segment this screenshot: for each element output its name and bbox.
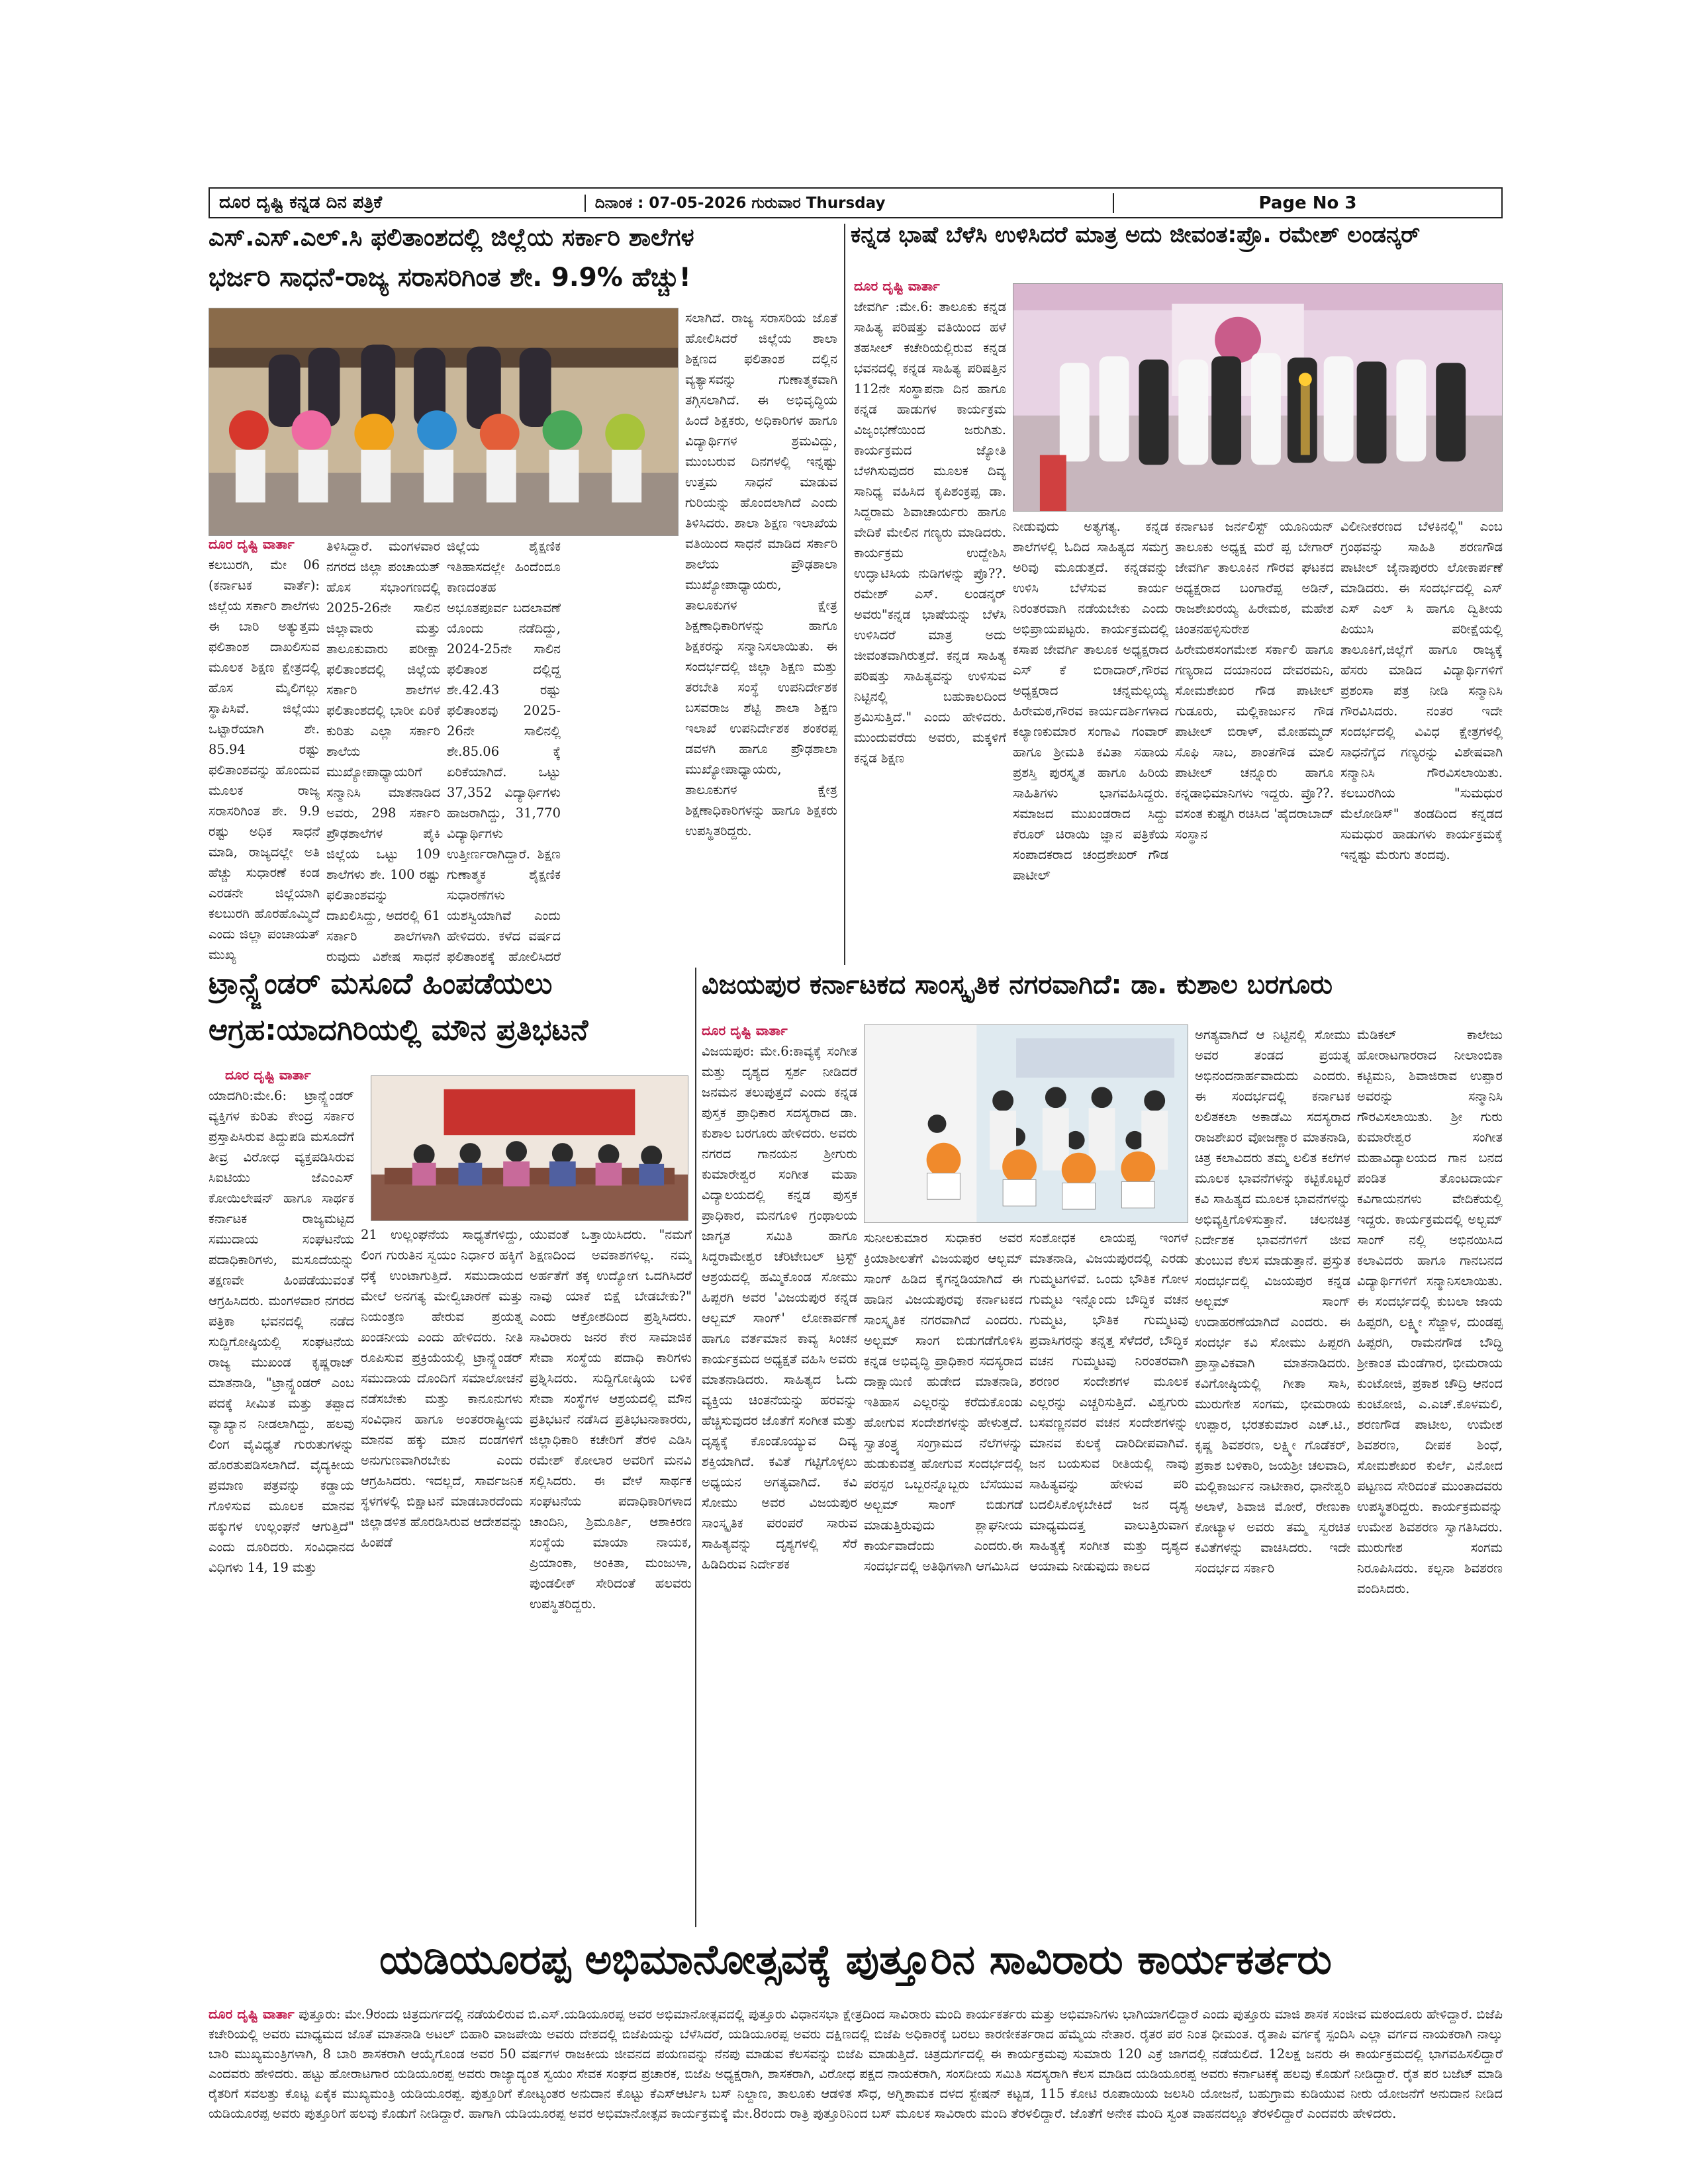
story2-headline: ಕನ್ನಡ ಭಾಷೆ ಬೆಳೆಸಿ ಉಳಿಸಿದರೆ ಮಾತ್ರ ಅದು ಜೀವಂತ:ಪ್ರೊ. ರಮೇಶ್ ಲಂಡನ್ಕರ್ — [851, 222, 1421, 248]
press-meet-photo — [371, 1075, 688, 1221]
story3-column-3: ಯುವಂತೆ ಒತ್ತಾಯಿಸಿದರು. "ನಮಗೆ ಶಿಕ್ಷಣದಿಂದ ಅವಕಾಶಗಳಿಲ್ಲ. ನಮ್ಮ ಅರ್ಹತೆಗೆ ತಕ್ಕ ಉದ್ಯೋಗ ಒದಗಿಸಿದರೆ ನಾವು ಯಾಕೆ ಬಿಕ್ಷೆ ಬೇಡಬೇಕು?" ಎಂದು ಆಕ್ರೋಶದಿಂದ ಪ್ರಶ್ನಿಸಿದರು. ಸಾವಿರಾರು ಜನರ ಕೇರ ಸಾಮಾಜಿಕ ಸೇವಾ ಸಂಸ್ಥೆಯ ಪದಾಧಿ ಕಾರಿಗಳು ಪ್ರಶ್ನಿಸಿದರು. ಸುದ್ದಿಗೋಷ್ಠಿಯ ಬಳಿಕ ಸೇವಾ ಸಂಸ್ಥೆಗಳ ಆಶ್ರಯದಲ್ಲಿ ಮೌನ ಪ್ರತಿಭಟನೆ ನಡೆಸಿದ ಪ್ರತಿಭಟನಾಕಾರರು, ಜಿಲ್ಲಾಧಿಕಾರಿ ಕಚೇರಿಗೆ ತೆರಳಿ ಎಡಿಸಿ ರಮೇಶ್ ಕೋಲಾರ ಅವರಿಗೆ ಮನವಿ ಸಲ್ಲಿಸಿದರು. ಈ ವೇಳೆ ಸಾರ್ಥಕ ಸಂಘಟನೆಯ ಪದಾಧಿಕಾರಿಗಳಾದ ಚಾಂದಿನಿ, ಶ್ರಿಮೂರ್ತಿ, ಆಶಾಕಿರಣ ಸಂಸ್ಥೆಯ ಮಾಯಾ ನಾಯಕ, ಪ್ರಿಯಾಂಕಾ, ಅಂಕಿತಾ, ಮಂಜುಳಾ, ಪುಂಡಲೀಕ್ ಸೇರಿದಂತೆ ಹಲವರು ಉಪಸ್ಥಿತರಿದ್ದರು. — [530, 1227, 692, 1612]
story3-byline: ದೂರ ದೃಷ್ಟಿ ವಾರ್ತಾ — [225, 1067, 311, 1083]
story4-byline: ದೂರ ದೃಷ್ಟಿ ವಾರ್ತಾ — [702, 1023, 788, 1038]
story2-column-4: ವಿಲೀನೀಕರಣದ ಬೆಳಕಿನಲ್ಲಿ" ಎಂಬ ಗ್ರಂಥವನ್ನು ಸಾಹಿತಿ ಶರಣಗೌಡ ಪಾಟೀಲ್ ಜೈನಾಪುರರು ಲೋಕಾರ್ಪಣೆ ಮಾಡಿದರು. ಈ ಸಂದರ್ಭದಲ್ಲಿ ಎಸ್ ಎಸ್ ಎಲ್ ಸಿ ಹಾಗೂ ದ್ವಿತೀಯ ಪಿಯುಸಿ ಪರೀಕ್ಷೆಯಲ್ಲಿ ತಾಲೂಕಿಗೆ,ಜಿಲ್ಲೆಗೆ ಹಾಗೂ ರಾಜ್ಯಕ್ಕೆ ಹೆಸರು ಮಾಡಿದ ವಿದ್ಯಾರ್ಥಿಗಳಿಗೆ ಪ್ರಶಂಸಾ ಪತ್ರ ನೀಡಿ ಸನ್ಮಾನಿಸಿ ಗೌರವಿಸಿದರು. ನಂತರ ಇದೇ ಸಂದರ್ಭದಲ್ಲಿ ವಿವಿಧ ಕ್ಷೇತ್ರಗಳಲ್ಲಿ ಸಾಧನೆಗೈದ ಗಣ್ಯರನ್ನು ವಿಶೇಷವಾಗಿ ಸನ್ಮಾನಿಸಿ ಗೌರವಿಸಲಾಯಿತು. ಕಲಬುರಗಿಯ "ಸುಮಧುರ ಮೆಲೋಡಿಸ್" ತಂಡದಿಂದ ಕನ್ನಡದ ಸುಮಧುರ ಹಾಡುಗಳು ಕಾರ್ಯಕ್ರಮಕ್ಕೆ ಇನ್ನಷ್ಟು ಮೆರುಗು ತಂದವು. — [1340, 519, 1503, 862]
story4-column-2: ಸುನೀಲಕುಮಾರ ಸುಧಾಕರ ಅವರ ಕ್ರಿಯಾಶೀಲತೆಗೆ ವಿಜಯಪುರ ಆಲ್ಬಮ್ ಸಾಂಗ್ ಹಿಡಿದ ಕೈಗನ್ನಡಿಯಾಗಿದೆ ಈ ಹಾಡಿನ ವಿಜಯಪುರವು ಕರ್ನಾಟಕದ ಸಾಂಸ್ಕೃತಿಕ ನಗರವಾಗಿದೆ ಎಂದರು. ಅಲ್ಬಮ್ ಸಾಂಗ ಬಿಡುಗಡೆಗೊಳಿಸಿ ಕನ್ನಡ ಅಭಿವೃದ್ಧಿ ಪ್ರಾಧಿಕಾರ ಸದಸ್ಯರಾದ ದಾಕ್ಷಾಯಿಣಿ ಹುಡೇದ ಮಾತನಾಡಿ, ಇತಿಹಾಸ ಎಲ್ಲರನ್ನು ಕರೆದುಕೊಂಡು ಹೋಗುವ ಸಂದೇಶಗಳನ್ನು ಹೇಳುತ್ತದೆ. ಸ್ವಾತಂತ್ರ್ಯ ಸಂಗ್ರಾಮದ ನೆಲೆಗಳನ್ನು ಹುಡುಕುವತ್ತ ಹೋಗುವ ಸಂದರ್ಭದಲ್ಲಿ ಪರಸ್ಪರ ಒಬ್ಬರನ್ನೊಬ್ಬರು ಬೆಸೆಯುವ ಅಲ್ಬಮ್ ಸಾಂಗ್ ಬಿಡುಗಡೆ ಮಾಡುತ್ತಿರುವುದು ಶ್ಲಾಘನೀಯ ಕಾರ್ಯವಾದೆಂದು ಎಂದರು.ಈ ಸಂದರ್ಭದಲ್ಲಿ ಅತಿಥಿಗಳಾಗಿ ಆಗಮಿಸಿದ — [864, 1230, 1023, 1574]
lamp-lighting-ceremony-photo — [1013, 283, 1503, 512]
story4-column-4: ಅಗತ್ಯವಾಗಿದೆ ಆ ನಿಟ್ಟಿನಲ್ಲಿ ಸೋಮು ಅವರ ತಂಡದ ಪ್ರಯತ್ನ ಅಭಿನಂದನಾರ್ಹವಾದುದು ಎಂದರು. ಈ ಸಂದರ್ಭದಲ್ಲಿ ಕರ್ನಾಟಕ ಲಲಿತಕಲಾ ಅಕಾಡೆಮಿ ಸದಸ್ಯರಾದ ರಾಜಶೇಖರ ವೋಜಣ್ಣಾರ ಮಾತನಾಡಿ, ಚಿತ್ರ ಕಲಾವಿದರು ತಮ್ಮ ಲಲಿತ ಕಲೆಗಳ ಮೂಲಕ ಭಾವನೆಗಳನ್ನು ಕಟ್ಟಿಕೊಟ್ಟರೆ ಕವಿ ಸಾಹಿತ್ಯದ ಮೂಲಕ ಭಾವನೆಗಳನ್ನು ಅಭಿವ್ಯಕ್ತಿಗೊಳಿಸುತ್ತಾನೆ. ಚಲನಚಿತ್ರ ನಿರ್ದೇಶಕ ಭಾವನೆಗಳಿಗೆ ಜೀವ ತುಂಬುವ ಕೆಲಸ ಮಾಡುತ್ತಾನೆ. ಪ್ರಸ್ತುತ ಸಂದರ್ಭದಲ್ಲಿ ವಿಜಯಪುರ ಕನ್ನಡ ಅಲ್ಬಮ್ ಸಾಂಗ್ ಉದಾಹರಣೆಯಾಗಿದೆ ಎಂದರು. ಈ ಸಂದರ್ಭ ಕವಿ ಸೋಮು ಹಿಪ್ಪರಗಿ ಪ್ರಾಸ್ತಾವಿಕವಾಗಿ ಮಾತನಾಡಿದರು. ಕವಿಗೋಷ್ಠಿಯಲ್ಲಿ ಗೀತಾ ಸಾಸಿ, ಮುರುಗೇಶ ಸಂಗಮ, ಭೀಮರಾಯ ಉಪ್ಪಾರ, ಭರತಕುಮಾರ ಎಚ್.ಟಿ., ಕೃಷ್ಣ ಶಿವಶರಣ, ಲಕ್ಷ್ಮೀ ಗೊಡೆಕರ್, ಪ್ರಕಾಶ ಬಳಿಕಾರಿ, ಜಯಶ್ರೀ ಚಲವಾದಿ, ಮಲ್ಲಿಕಾರ್ಜುನ ನಾಟೀಕಾರ, ಧಾನೇಶ್ವರಿ ಅಲಾಳೆ, ಶಿವಾಜಿ ಮೋರೆ, ರೇಣುಕಾ ಕೋಟ್ಯಾಳ ಅವರು ತಮ್ಮ ಸ್ವರಚಿತ ಕವಿತೆಗಳನ್ನು ವಾಚಿಸಿದರು. ಇದೇ ಸಂದರ್ಭದ ಸರ್ಕಾರಿ — [1195, 1027, 1350, 1576]
story3-column-2: 21 ಉಲ್ಲಂಘನೆಯ ಸಾಧ್ಯತೆಗಳಿದ್ದು, ಲಿಂಗ ಗುರುತಿನ ಸ್ವಯಂ ನಿರ್ಧಾರ ಹಕ್ಕಿಗೆ ಧಕ್ಕೆ ಉಂಟಾಗುತ್ತಿದೆ. ಸಮುದಾಯದ ಮೇಲೆ ಅನಗತ್ಯ ಮೇಲ್ವಿಚಾರಣೆ ಮತ್ತು ನಿಯಂತ್ರಣ ಹೇರುವ ಪ್ರಯತ್ನ ಖಂಡನೀಯ ಎಂದು ಹೇಳಿದರು. ನೀತಿ ರೂಪಿಸುವ ಪ್ರಕ್ರಿಯೆಯಲ್ಲಿ ಟ್ರಾನ್ಸ್ಜೆಂಡರ್ ಸಮುದಾಯ ದೊಂದಿಗೆ ಸಮಾಲೋಚನೆ ನಡೆಸಬೇಕು ಮತ್ತು ಕಾನೂನುಗಳು ಸಂವಿಧಾನ ಹಾಗೂ ಅಂತರರಾಷ್ಟ್ರೀಯ ಮಾನವ ಹಕ್ಕು ಮಾನ ದಂಡಗಳಿಗೆ ಅನುಗುಣವಾಗಿರಬೇಕು ಎಂದು ಆಗ್ರಹಿಸಿದರು. ಇದಲ್ಲದೆ, ಸಾರ್ವಜನಿಕ ಸ್ಥಳಗಳಲ್ಲಿ ಬಿಕ್ಷಾಟನೆ ಮಾಡಬಾರದೆಂದು ಜಿಲ್ಲಾಡಳಿತ ಹೊರಡಿಸಿರುವ ಆದೇಶವನ್ನು ಹಿಂಪಡೆ — [361, 1227, 523, 1550]
story1-column-2: ತಿಳಿಸಿದ್ದಾರೆ. ಮಂಗಳವಾರ ನಗರದ ಜಿಲ್ಲಾ ಪಂಚಾಯತ್ ಹೊಸ ಸಭಾಂಗಣದಲ್ಲಿ 2025-26ನೇ ಸಾಲಿನ ಜಿಲ್ಲಾವಾರು ಮತ್ತು ತಾಲೂಕುವಾರು ಪರೀಕ್ಷಾ ಫಲಿತಾಂಶದಲ್ಲಿ ಜಿಲ್ಲೆಯ ಸರ್ಕಾರಿ ಶಾಲೆಗಳ ಫಲಿತಾಂಶದಲ್ಲಿ ಭಾರೀ ಏರಿಕೆ ಕುರಿತು ಎಲ್ಲಾ ಸರ್ಕಾರಿ ಶಾಲೆಯ ಮುಖ್ಯೋಪಾಧ್ಯಾಯರಿಗೆ ಸನ್ಮಾನಿಸಿ ಮಾತನಾಡಿದ ಅವರು, 298 ಸರ್ಕಾರಿ ಪ್ರೌಢಶಾಲೆಗಳ ಪೈಕಿ ಜಿಲ್ಲೆಯ ಒಟ್ಟು 109 ಶಾಲೆಗಳು ಶೇ. 100 ರಷ್ಟು ಫಲಿತಾಂಶವನ್ನು ದಾಖಲಿಸಿದ್ದು, ಅದರಲ್ಲಿ 61 ಸರ್ಕಾರಿ ಶಾಲೆಗಳಾಗಿ ರುವುದು ವಿಶೇಷ ಸಾಧನೆ — [326, 539, 440, 964]
story5-headline: ಯಡಿಯೂರಪ್ಪ ಅಭಿಮಾನೋತ್ಸವಕ್ಕೆ ಪುತ್ತೂರಿನ ಸಾವಿರಾರು ಕಾರ್ಯಕರ್ತರು — [379, 1936, 1332, 1983]
paper-name: ದೂರ ದೃಷ್ಟಿ ಕನ್ನಡ ದಿನ ಪತ್ರಿಕೆ — [219, 193, 383, 212]
story2-byline: ದೂರ ದೃಷ್ಟಿ ವಾರ್ತಾ — [854, 278, 940, 294]
story3-headline-line1: ಟ್ರಾನ್ಸ್ಜೆಂಡರ್ ಮಸೂದೆ ಹಿಂಪಡೆಯಲು — [209, 968, 553, 1001]
story5-text: ಪುತ್ತೂರು: ಮೇ.9ರಂದು ಚಿತ್ರದುರ್ಗದಲ್ಲಿ ನಡೆಯಲಿರುವ ಬಿ.ಎಸ್.ಯಡಿಯೂರಪ್ಪ ಅವರ ಅಭಿಮಾನೋತ್ಸವದಲ್ಲಿ ಪುತ್ತೂರು ವಿಧಾನಸಭಾ ಕ್ಷೇತ್ರದಿಂದ ಸಾವಿರಾರು ಮಂದಿ ಕಾರ್ಯಕರ್ತರು ಮತ್ತು ಅಭಿಮಾನಿಗಳು ಭಾಗಿಯಾಗಲಿದ್ದಾರೆ ಎಂದು ಪುತ್ತೂರು ಮಾಜಿ ಶಾಸಕ ಸಂಜೀವ ಮಠಂದೂರು ಹೇಳಿದ್ದಾರೆ. ಬಿಜೆಪಿ ಕಚೇರಿಯಲ್ಲಿ ಅವರು ಮಾಧ್ಯಮದ ಜೊತೆ ಮಾತನಾಡಿ ಅಟಲ್ ಬಿಹಾರಿ ವಾಜಪೇಯಿ ಅವರು ದೇಶದಲ್ಲಿ ಬಿಜೆಪಿಯನ್ನು ಬೆಳೆಸಿದರೆ, ಯಡಿಯೂರಪ್ಪ ಅವರು ದಕ್ಷಿಣದಲ್ಲಿ ಬಿಜೆಪಿ ಅಧಿಕಾರಕ್ಕೆ ಬರಲು ಕಾರಣೀಕರ್ತರಾದ ಹೆಮ್ಮೆಯ ನೇತಾರ. ರೈತರ ಪರ ನಿಂತ ಧೀಮಂತ. ರೈತಾಪಿ ವರ್ಗಕ್ಕೆ ಸ್ಪಂದಿಸಿ ಎಲ್ಲಾ ವರ್ಗದ ನಾಯಕರಾಗಿ ನಾಲ್ಕು ಬಾರಿ ಮುಖ್ಯಮಂತ್ರಿಗಳಾಗಿ, 8 ಬಾರಿ ಶಾಸಕರಾಗಿ ಆಯ್ಕೆಗೊಂಡ ಅವರ 50 ವರ್ಷಗಳ ರಾಜಕೀಯ ಜೀವನದ ಪಯಣವನ್ನು ನೆನಪು ಮಾಡುವ ಕೆಲಸವನ್ನು ಬಿಜೆಪಿ ಮಾಡುತ್ತಿದೆ. ಚಿತ್ರದುರ್ಗದಲ್ಲಿ ಈ ಕಾರ್ಯಕ್ರಮವು ಸುಮಾರು 120 ಎಕ್ರೆ ಜಾಗದಲ್ಲಿ ನಡೆಯಲಿದೆ. 12ಲಕ್ಷ ಜನರು ಈ ಕಾರ್ಯಕ್ರಮದಲ್ಲಿ ಭಾಗವಹಿಸಲಿದ್ದಾರೆ ಎಂದವರು ಹೇಳಿದರು. ಹಟ್ಟು ಹೋರಾಟಗಾರ ಯಡಿಯೂರಪ್ಪ ಅವರು ರಾಜ್ಯಾದ್ಯಂತ ಸ್ವಯಂ ಸೇವಕ ಸಂಘದ ಪ್ರಚಾರಕ, ಬಿಜೆಪಿ ಅಧ್ಯಕ್ಷರಾಗಿ, ಶಾಸಕರಾಗಿ, ವಿರೋಧ ಪಕ್ಷದ ನಾಯಕರಾಗಿ, ಸಂಸದೀಯ ಸಮಿತಿ ಸದಸ್ಯರಾಗಿ ಕೆಲಸ ಮಾಡಿದ ಯಡಿಯೂರಪ್ಪ ಅವರು ಕರ್ನಾಟಕಕ್ಕೆ ಹಲವು ಕೊಡುಗೆ ನೀಡಿದ್ದಾರೆ. ರೈತ ಪರ ಬಜೆಟ್ ಮಾಡಿ ರೈತರಿಗೆ ಸವಲತ್ತು ಕೊಟ್ಟ ಏಕೈಕ ಮುಖ್ಯಮಂತ್ರಿ ಯಡಿಯೂರಪ್ಪ. ಪುತ್ತೂರಿಗೆ ಕೋಟ್ಯಂತರ ಅನುದಾನ ಕೊಟ್ಟು ಕೆಎಸ್ಆರ್ಟಿಸಿ ಬಸ್ ನಿಲ್ದಾಣ, ತಾಲೂಕು ಆಡಳಿತ ಸೌಧ, ಅಗ್ನಿಶಾಮಕ ದಳದ ಸ್ಟೇಷನ್ ಕಟ್ಟಡ, 115 ಕೋಟಿ ರೂಪಾಯಿಯ ಜಲಸಿರಿ ಯೋಜನೆ, ಬಹುಗ್ರಾಮ ಕುಡಿಯುವ ನೀರು ಯೋಜನೆಗೆ ಅನುದಾನ ನೀಡಿದ ಯಡಿಯೂರಪ್ಪ ಅವರು ಪುತ್ತೂರಿಗೆ ಹಲವು ಕೊಡುಗೆ ನೀಡಿದ್ದಾರೆ. ಹಾಗಾಗಿ ಯಡಿಯೂರಪ್ಪ ಅವರ ಅಭಿಮಾನೋತ್ಸವ ಕಾರ್ಯಕ್ರಮಕ್ಕೆ ಮೇ.8ರಂದು ರಾತ್ರಿ ಪುತ್ತೂರಿನಿಂದ ಬಸ್ ಮೂಲಕ ಸಾವಿರಾರು ಮಂದಿ ತೆರಳಲಿದ್ದಾರೆ. ಜೊತೆಗೆ ಅನೇಕ ಮಂದಿ ಸ್ವಂತ ವಾಹನದಲ್ಲೂ ತೆರಳಲಿದ್ದಾರೆ ಎಂದವರು ಹೇಳಿದರು. — [209, 2007, 1503, 2121]
page-header — [209, 187, 1503, 218]
story4-column-1: ವಿಜಯಪುರ: ಮೇ.6:ಕಾವ್ಯಕ್ಕೆ ಸಂಗೀತ ಮತ್ತು ದೃಶ್ಯದ ಸ್ಪರ್ಶ ನೀಡಿದರೆ ಜನಮನ ತಲುಪುತ್ತದೆ ಎಂದು ಕನ್ನಡ ಪುಸ್ತಕ ಪ್ರಾಧಿಕಾರ ಸದಸ್ಯರಾದ ಡಾ. ಕುಶಾಲ ಬರಗೂರು ಹೇಳಿದರು. ಅವರು ನಗರದ ಗಾನಯನ ಶ್ರೀಗುರು ಕುಮಾರೇಶ್ವರ ಸಂಗೀತ ಮಹಾ ವಿದ್ಯಾಲಯದಲ್ಲಿ ಕನ್ನಡ ಪುಸ್ತಕ ಪ್ರಾಧಿಕಾರ, ಮನಗೂಳಿ ಗ್ರಂಥಾಲಯ ಜಾಗೃತ ಸಮಿತಿ ಹಾಗೂ ಸಿದ್ಧರಾಮೇಶ್ವರ ಚೆರಿಟೇಬಲ್ ಟ್ರಸ್ಟ್ ಆಶ್ರಯದಲ್ಲಿ ಹಮ್ಮಿಕೊಂಡ ಸೋಮು ಹಿಪ್ಪರಗಿ ಅವರ 'ವಿಜಯಪುರ ಕನ್ನಡ ಆಲ್ಬಮ್ ಸಾಂಗ್' ಲೋಕಾರ್ಪಣೆ ಹಾಗೂ ವರ್ತಮಾನ ಕಾವ್ಯ ಸಿಂಚನ ಕಾರ್ಯಕ್ರಮದ ಅಧ್ಯಕ್ಷತೆ ವಹಿಸಿ ಅವರು ಮಾತನಾಡಿದರು. ಸಾಹಿತ್ಯದ ಓದು ವ್ಯಕ್ತಿಯ ಚಿಂತನೆಯನ್ನು ಹರವನ್ನು ಹೆಚ್ಚಿಸುವುದರ ಜೊತೆಗೆ ಸಂಗೀತ ಮತ್ತು ದೃಶ್ಯಕ್ಕೆ ಕೊಂಡೊಯ್ಯುವ ದಿವ್ಯ ಶಕ್ತಿಯಾಗಿದೆ. ಕವಿತೆ ಗಟ್ಟಿಗೊಳ್ಳಲು ಅಧ್ಯಯನ ಅಗತ್ಯವಾಗಿದೆ. ಕವಿ ಸೋಮು ಅವರ ವಿಜಯಪುರ ಸಾಂಸ್ಕೃತಿಕ ಪರಂಪರೆ ಸಾರುವ ಸಾಹಿತ್ಯವನ್ನು ದೃಶ್ಯಗಳಲ್ಲಿ ಸೆರೆ ಹಿಡಿದಿರುವ ನಿರ್ದೇಶಕ — [702, 1044, 857, 1572]
album-release-photo — [864, 1024, 1188, 1223]
story1-headline-line2: ಭರ್ಜರಿ ಸಾಧನೆ-ರಾಜ್ಯ ಸರಾಸರಿಗಿಂತ ಶೇ. 9.9% ಹೆಚ್ಚು! — [209, 263, 691, 293]
felicitation-group-photo — [209, 308, 679, 536]
page-number: Page No 3 — [1113, 193, 1501, 213]
story4-column-3: ಸಂಶೋಧಕ ಲಾಯಪ್ಪ ಇಂಗಳೆ ಮಾತನಾಡಿ, ವಿಜಯಪುರದಲ್ಲಿ ಎರಡು ಗುಮ್ಮಟಗಳಿವೆ. ಒಂದು ಭೌತಿಕ ಗೋಳ ಗುಮ್ಮಟ ಇನ್ನೊಂದು ಬೌದ್ಧಿಕ ವಚನ ಗುಮ್ಮಟ, ಭೌತಿಕ ಗುಮ್ಮಟವು ಪ್ರವಾಸಿಗರನ್ನು ತನ್ನತ್ತ ಸೆಳೆದರೆ, ಬೌದ್ಧಿಕ ವಚನ ಗುಮ್ಮಟವು ನಿರಂತರವಾಗಿ ಶರಣರ ಸಂದೇಶಗಳ ಮೂಲಕ ಎಲ್ಲರನ್ನು ಎಚ್ಚರಿಸುತ್ತಿದೆ. ವಿಶ್ವಗುರು ಬಸವಣ್ಣನವರ ವಚನ ಸಂದೇಶಗಳನ್ನು ಮಾನವ ಕುಲಕ್ಕೆ ದಾರಿದೀಪವಾಗಿವೆ. ಜನ ಬಯಸುವ ರೀತಿಯಲ್ಲಿ ನಾವು ಸಾಹಿತ್ಯವನ್ನು ಹೇಳುವ ಪರಿ ಬದಲಿಸಿಕೊಳ್ಳಬೇಕಿದೆ ಜನ ದೃಶ್ಯ ಮಾಧ್ಯಮದತ್ತ ವಾಲುತ್ತಿರುವಾಗ ಸಾಹಿತ್ಯಕ್ಕೆ ಸಂಗೀತ ಮತ್ತು ದೃಶ್ಯದ ಆಯಾಮ ನೀಡುವುದು ಕಾಲದ — [1029, 1230, 1188, 1574]
story1-byline: ದೂರ ದೃಷ್ಟಿ ವಾರ್ತಾ — [209, 536, 295, 552]
issue-date: ದಿನಾಂಕ : 07-05-2026 ಗುರುವಾರ Thursday — [585, 195, 1113, 212]
story4-headline: ವಿಜಯಪುರ ಕರ್ನಾಟಕದ ಸಾಂಸ್ಕೃತಿಕ ನಗರವಾಗಿದೆ: ಡಾ. ಕುಶಾಲ ಬರಗೂರು — [702, 970, 1333, 1000]
story5-body — [209, 2004, 1503, 2143]
story2-column-2: ನೀಡುವುದು ಅತ್ಯಗತ್ಯ. ಕನ್ನಡ ಶಾಲೆಗಳಲ್ಲಿ ಓದಿದ ಸಾಹಿತ್ಯದ ಸಮಗ್ರ ಅರಿವು ಮೂಡುತ್ತದೆ. ಕನ್ನಡವನ್ನು ಉಳಿಸಿ ಬೆಳೆಸುವ ಕಾರ್ಯ ನಿರಂತರವಾಗಿ ನಡೆಯಬೇಕು ಎಂದು ಅಭಿಪ್ರಾಯಪಟ್ಟರು. ಕಾರ್ಯಕ್ರಮದಲ್ಲಿ ಕಸಾಪ ಜೇವರ್ಗಿ ತಾಲೂಕ ಅಧ್ಯಕ್ಷರಾದ ಎಸ್ ಕೆ ಬಿರಾದಾರ್,ಗೌರವ ಅಧ್ಯಕ್ಷರಾದ ಚನ್ನಮಲ್ಲಯ್ಯ ಹಿರೇಮಠ,ಗೌರವ ಕಾರ್ಯದರ್ಶಿಗಳಾದ ಕಲ್ಯಾಣಕುಮಾರ ಸಂಗಾವಿ ಗಂವಾರ್ ಹಾಗೂ ಶ್ರೀಮತಿ ಕವಿತಾ ಸಹಾಯ ಪ್ರಶಸ್ತಿ ಪುರಸ್ಕೃತ ಹಾಗೂ ಹಿರಿಯ ಸಾಹಿತಿಗಳು ಭಾಗವಹಿಸಿದ್ದರು. ಸಮಾಜದ ಮುಖಂಡರಾದ ಸಿದ್ದು ಕೆರೂರ್ ಚಿರಾಯಿ ಜ್ಞಾನ ಪತ್ರಿಕೆಯ ಸಂಪಾದಕರಾದ ಚಂದ್ರಶೇಖರ್ ಗೌಡ ಪಾಟೀಲ್ — [1013, 519, 1168, 883]
story1-headline-line1: ಎಸ್.ಎಸ್.ಎಲ್.ಸಿ ಫಲಿತಾಂಶದಲ್ಲಿ ಜಿಲ್ಲೆಯ ಸರ್ಕಾರಿ ಶಾಲೆಗಳ — [209, 224, 694, 251]
story2-column-1: ಜೇವರ್ಗಿ :ಮೇ.6: ತಾಲೂಕು ಕನ್ನಡ ಸಾಹಿತ್ಯ ಪರಿಷತ್ತು ವತಿಯಿಂದ ಹಳೆ ತಹಸೀಲ್ ಕಚೇರಿಯಲ್ಲಿರುವ ಕನ್ನಡ ಭವನದಲ್ಲಿ ಕನ್ನಡ ಸಾಹಿತ್ಯ ಪರಿಷತ್ತಿನ 112ನೇ ಸಂಸ್ಥಾಪನಾ ದಿನ ಹಾಗೂ ಕನ್ನಡ ಹಾಡುಗಳ ಕಾರ್ಯಕ್ರಮ ವಿಜೃಂಭಣೆಯಿಂದ ಜರುಗಿತು. ಕಾರ್ಯಕ್ರಮದ ಜ್ಯೋತಿ ಬೆಳಗಿಸುವುದರ ಮೂಲಕ ದಿವ್ಯ ಸಾನಿಧ್ಯ ವಹಿಸಿದ ಕೃಪಿಶಂಕ್ರಪ್ಪ ಡಾ. ಸಿದ್ದರಾಮ ಶಿವಾಚಾರ್ಯರು ಹಾಗೂ ವೇದಿಕೆ ಮೇಲಿನ ಗಣ್ಯರು ಮಾಡಿದರು. ಕಾರ್ಯಕ್ರಮ ಉದ್ದೇಶಿಸಿ ಉದ್ಘಾಟಿಸಿಯ ನುಡಿಗಳನ್ನು ಪ್ರೊ??. ರಮೇಶ್ ಎಸ್. ಲಂಡನ್ಕರ್ ಅವರು"ಕನ್ನಡ ಭಾಷೆಯನ್ನು ಬೆಳೆಸಿ ಉಳಿಸಿದರೆ ಮಾತ್ರ ಅದು ಜೀವಂತವಾಗಿರುತ್ತದೆ. ಕನ್ನಡ ಸಾಹಿತ್ಯ ಪರಿಷತ್ತು ಸಾಹಿತ್ಯವನ್ನು ಉಳಿಸುವ ನಿಟ್ಟಿನಲ್ಲಿ ಬಹುಕಾಲದಿಂದ ಶ್ರಮಿಸುತ್ತಿದೆ." ಎಂದು ಹೇಳಿದರು. ಮುಂದುವರೆದು ಅವರು, ಮಕ್ಕಳಿಗೆ ಕನ್ನಡ ಶಿಕ್ಷಣ — [854, 299, 1006, 766]
story5-byline: ದೂರ ದೃಷ್ಟಿ ವಾರ್ತಾ — [209, 2006, 295, 2022]
column-divider — [844, 224, 845, 965]
story1-column-1: ಕಲಬುರಗಿ, ಮೇ 06 (ಕರ್ನಾಟಕ ವಾರ್ತೆ): ಜಿಲ್ಲೆಯ ಸರ್ಕಾರಿ ಶಾಲೆಗಳು ಈ ಬಾರಿ ಅತ್ಯುತ್ತಮ ಫಲಿತಾಂಶ ದಾಖಲಿಸುವ ಮೂಲಕ ಶಿಕ್ಷಣ ಕ್ಷೇತ್ರದಲ್ಲಿ ಹೊಸ ಮೈಲಿಗಲ್ಲು ಸ್ಥಾಪಿಸಿವೆ. ಜಿಲ್ಲೆಯು ಒಟ್ಟಾರೆಯಾಗಿ ಶೇ. 85.94 ರಷ್ಟು ಫಲಿತಾಂಶವನ್ನು ಹೊಂದುವ ಮೂಲಕ ರಾಜ್ಯ ಸರಾಸರಿಗಿಂತ ಶೇ. 9.9 ರಷ್ಟು ಅಧಿಕ ಸಾಧನೆ ಮಾಡಿ, ರಾಜ್ಯದಲ್ಲೇ ಅತಿ ಹೆಚ್ಚು ಸುಧಾರಣೆ ಕಂಡ ಎರಡನೇ ಜಿಲ್ಲೆಯಾಗಿ ಕಲಬುರಗಿ ಹೊರಹೊಮ್ಮಿದೆ ಎಂದು ಜಿಲ್ಲಾ ಪಂಚಾಯತ್ ಮುಖ್ಯ — [209, 557, 320, 962]
story4-column-5: ಮೆಡಿಕಲ್ ಕಾಲೇಜು ಹೋರಾಟಗಾರರಾದ ನೀಲಾಂಬಿಕಾ ಕಟ್ಟಿಮನಿ, ಶಿವಾಜಿರಾವ ಉಪ್ಪಾರ ಅವರನ್ನು ಸನ್ಮಾನಿಸಿ ಗೌರವಿಸಲಾಯಿತು. ಶ್ರೀ ಗುರು ಕುಮಾರೇಶ್ವರ ಸಂಗೀತ ಮಹಾವಿದ್ಯಾಲಯದ ಗಾನ ಬನದ ಪಂಡಿತ ತೊಂಟದಾರ್ಯ ಕವಿಗಾಯನಗಳು ವೇದಿಕೆಯಲ್ಲಿ ಇದ್ದರು. ಕಾರ್ಯಕ್ರಮದಲ್ಲಿ ಅಲ್ಬಮ್ ಸಾಂಗ್ ನಲ್ಲಿ ಅಭಿನಯಿಸಿದ ಕಲಾವಿದರು ಹಾಗೂ ಗಾನಬನದ ವಿದ್ಯಾರ್ಥಿಗಳಿಗೆ ಸನ್ಮಾನಿಸಲಾಯಿತು. ಈ ಸಂದರ್ಭದಲ್ಲಿ ಕುಬಲಾ ಜಾಯ ಹಿಪ್ಪರಗಿ, ಲಕ್ಷ್ಮೀ ಸೆಜ್ಜಾಳ, ದುಂಡಪ್ಪ ಹಿಪ್ಪರಗಿ, ರಾಮನಗೌಡ ಬೌದ್ಧಿ ಶ್ರೀಕಾಂತ ಮೆಂಡೆಗಾರ, ಭೀಮರಾಯ ಕುಂಟೋಜಿ, ಪ್ರಕಾಶ ಚೌದ್ರಿ ಆನಂದ ಕುಂಟೋಜಿ, ಎ.ಎಚ್.ಕೊಳಮಲಿ, ಶರಣಗೌಡ ಪಾಟೀಲ, ಉಮೇಶ ಶಿವಶರಣ, ದೀಪಕ ಶಿಂಧೆ, ಸೋಮಶೇಖರ ಕುರ್ಲೆ, ವಿನೋದ ಪಟ್ಟಣದ ಸೇರಿದಂತೆ ಮುಂತಾದವರು ಉಪಸ್ಥಿತರಿದ್ದರು. ಕಾರ್ಯಕ್ರಮವನ್ನು ಉಮೇಶ ಶಿವಶರಣ ಸ್ವಾಗತಿಸಿದರು. ಮುರುಗೇಶ ಸಂಗಮ ನಿರೂಪಿಸಿದರು. ಕಲ್ಪನಾ ಶಿವಶರಣ ವಂದಿಸಿದರು. — [1357, 1027, 1503, 1596]
story2-column-3: ಕರ್ನಾಟಕ ಜರ್ನಲಿಸ್ಟ್ ಯೂನಿಯನ್ ತಾಲೂಕು ಅಧ್ಯಕ್ಷ ಮರೆ ಪ್ಪ ಬೇಗಾರ್ ಜೇವರ್ಗಿ ತಾಲೂಕಿನ ಗೌರವ ಘಟಕದ ಅಧ್ಯಕ್ಷರಾದ ಬಂಗಾರೆಪ್ಪ ಅಡಿನ್, ರಾಜಶೇಖರಯ್ಯ ಹಿರೇಮಠ, ಮಹೇಶ ಚಿಂತನಹಳ್ಳಿಸುರೇಶ ಹಿರೇಮಠಸಂಗಮೇಶ ಸರ್ಕಾಲಿ ಹಾಗೂ ಗಣ್ಯರಾದ ದಯಾನಂದ ದೇವರಮನಿ, ಸೋಮಶೇಖರ ಗೌಡ ಪಾಟೀಲ್ ಗುಡೂರು, ಮಲ್ಲಿಕಾರ್ಜುನ ಗೌಡ ಪಾಟೀಲ್ ಬಿರಾಳ್, ಮೋಹಮ್ಮದ್ ಸೊಫಿ ಸಾಬ, ಶಾಂತಗೌಡ ಮಾಲಿ ಪಾಟೀಲ್ ಚನ್ನೂರು ಹಾಗೂ ಕನ್ನಡಾಭಿಮಾನಿಗಳು ಇದ್ದರು. ಪ್ರೊ??. ವಸಂತ ಕುಷ್ಟಗಿ ರಚಿಸಿದ 'ಹೈದರಾಬಾದ್ ಸಂಸ್ಥಾನ — [1175, 519, 1334, 842]
story3-column-1: ಯಾದಗಿರಿ:ಮೇ.6: ಟ್ರಾನ್ಸ್ಜೆಂಡರ್ ವ್ಯಕ್ತಿಗಳ ಕುರಿತು ಕೇಂದ್ರ ಸರ್ಕಾರ ಪ್ರಸ್ತಾಪಿಸಿರುವ ತಿದ್ದುಪಡಿ ಮಸೂದೆಗೆ ತೀವ್ರ ವಿರೋಧ ವ್ಯಕ್ತಪಡಿಸಿರುವ ಸಿಐಟಿಯು ಜೆಎಂಎಸ್ ಕೋಯಿಲೇಷನ್ ಹಾಗೂ ಸಾರ್ಥಕ ಕರ್ನಾಟಕ ರಾಜ್ಯಮಟ್ಟದ ಸಮುದಾಯ ಸಂಘಟನೆಯ ಪದಾಧಿಕಾರಿಗಳು, ಮಸೂದೆಯನ್ನು ತಕ್ಷಣವೇ ಹಿಂಪಡೆಯುವಂತೆ ಆಗ್ರಹಿಸಿದರು. ಮಂಗಳವಾರ ನಗರದ ಪತ್ರಿಕಾ ಭವನದಲ್ಲಿ ನಡೆದ ಸುದ್ದಿಗೋಷ್ಠಿಯಲ್ಲಿ ಸಂಘಟನೆಯ ರಾಜ್ಯ ಮುಖಂಡ ಕೃಷ್ಣರಾಜ್ ಮಾತನಾಡಿ, "ಟ್ರಾನ್ಸ್ಜೆಂಡರ್ ಎಂಬ ಪದಕ್ಕೆ ಸೀಮಿತ ಮತ್ತು ತಪ್ಪಾದ ವ್ಯಾಖ್ಯಾನ ನೀಡಲಾಗಿದ್ದು, ಹಲವು ಲಿಂಗ ವೈವಿಧ್ಯತೆ ಗುರುತುಗಳನ್ನು ಹೊರತುಪಡಿಸಲಾಗಿದೆ. ವೈದ್ಯಕೀಯ ಪ್ರಮಾಣ ಪತ್ರವನ್ನು ಕಡ್ಡಾಯ ಗೊಳಿಸುವ ಮೂಲಕ ಮಾನವ ಹಕ್ಕುಗಳ ಉಲ್ಲಂಘನೆ ಆಗುತ್ತಿದೆ" ಎಂದು ದೂರಿದರು. ಸಂವಿಧಾನದ ವಿಧಿಗಳು 14, 19 ಮತ್ತು — [209, 1088, 354, 1575]
story1-column-3: ಜಿಲ್ಲೆಯ ಶೈಕ್ಷಣಿಕ ಇತಿಹಾಸದಲ್ಲೇ ಹಿಂದೆಂದೂ ಕಾಣದಂತಹ ಅಭೂತಪೂರ್ವ ಬದಲಾವಣೆ ಯೊಂದು ನಡೆದಿದ್ದು, 2024-25ನೇ ಸಾಲಿನ ಫಲಿತಾಂಶ ದಲ್ಲಿದ್ದ ಶೇ.42.43 ರಷ್ಟು ಫಲಿತಾಂಶವು 2025-26ನೇ ಸಾಲಿನಲ್ಲಿ ಶೇ.85.06 ಕ್ಕೆ ಏರಿಕೆಯಾಗಿದೆ. ಒಟ್ಟು 37,352 ವಿದ್ಯಾರ್ಥಿಗಳು ಹಾಜರಾಗಿದ್ದು, 31,770 ವಿದ್ಯಾರ್ಥಿಗಳು ಉತ್ತೀರ್ಣರಾಗಿದ್ದಾರೆ. ಶಿಕ್ಷಣ ಗುಣಾತ್ಮಕ ಶೈಕ್ಷಣಿಕ ಸುಧಾರಣೆಗಳು ಯಶಸ್ವಿಯಾಗಿವೆ ಎಂದು ಹೇಳಿದರು. ಕಳೆದ ವರ್ಷದ ಫಲಿತಾಂಶಕ್ಕೆ ಹೋಲಿಸಿದರೆ — [447, 539, 561, 964]
story1-column-4: ಸಲಾಗಿದೆ. ರಾಜ್ಯ ಸರಾಸರಿಯ ಜೊತೆ ಹೋಲಿಸಿದರೆ ಜಿಲ್ಲೆಯ ಶಾಲಾ ಶಿಕ್ಷಣದ ಫಲಿತಾಂಶ ದಲ್ಲಿನ ವ್ಯತ್ಯಾಸವನ್ನು ಗುಣಾತ್ಮಕವಾಗಿ ತಗ್ಗಿಸಲಾಗಿದೆ. ಈ ಅಭಿವೃದ್ಧಿಯ ಹಿಂದೆ ಶಿಕ್ಷಕರು, ಅಧಿಕಾರಿಗಳ ಹಾಗೂ ವಿದ್ಯಾರ್ಥಿಗಳ ಶ್ರಮವಿದ್ದು, ಮುಂಬರುವ ದಿನಗಳಲ್ಲಿ ಇನ್ನಷ್ಟು ಉತ್ತಮ ಸಾಧನೆ ಮಾಡುವ ಗುರಿಯನ್ನು ಹೊಂದಲಾಗಿದೆ ಎಂದು ತಿಳಿಸಿದರು. ಶಾಲಾ ಶಿಕ್ಷಣ ಇಲಾಖೆಯ ವತಿಯಿಂದ ಸಾಧನೆ ಮಾಡಿದ ಸರ್ಕಾರಿ ಶಾಲೆಯ ಪ್ರೌಢಶಾಲಾ ಮುಖ್ಯೋಪಾಧ್ಯಾಯರು, ತಾಲೂಕುಗಳ ಕ್ಷೇತ್ರ ಶಿಕ್ಷಣಾಧಿಕಾರಿಗಳನ್ನು ಹಾಗೂ ಶಿಕ್ಷಕರನ್ನು ಸನ್ಮಾನಿಸಲಾಯಿತು. ಈ ಸಂದರ್ಭದಲ್ಲಿ ಜಿಲ್ಲಾ ಶಿಕ್ಷಣ ಮತ್ತು ತರಬೇತಿ ಸಂಸ್ಥೆ ಉಪನಿರ್ದೇಶಕ ಬಸವರಾಜ ಶೆಟ್ಟಿ ಶಾಲಾ ಶಿಕ್ಷಣ ಇಲಾಖೆ ಉಪನಿರ್ದೇಶಕ ಶಂಕರಪ್ಪ ಡವಳಗಿ ಹಾಗೂ ಪ್ರೌಢಶಾಲಾ ಮುಖ್ಯೋಪಾಧ್ಯಾಯರು, ತಾಲೂಕುಗಳ ಕ್ಷೇತ್ರ ಶಿಕ್ಷಣಾಧಿಕಾರಿಗಳನ್ನು ಹಾಗೂ ಶಿಕ್ಷಕರು ಉಪಸ್ಥಿತರಿದ್ದರು. — [685, 310, 837, 839]
story3-headline-line2: ಆಗ್ರಹ:ಯಾದಗಿರಿಯಲ್ಲಿ ಮೌನ ಪ್ರತಿಭಟನೆ — [209, 1014, 588, 1047]
column-divider — [695, 968, 696, 1927]
